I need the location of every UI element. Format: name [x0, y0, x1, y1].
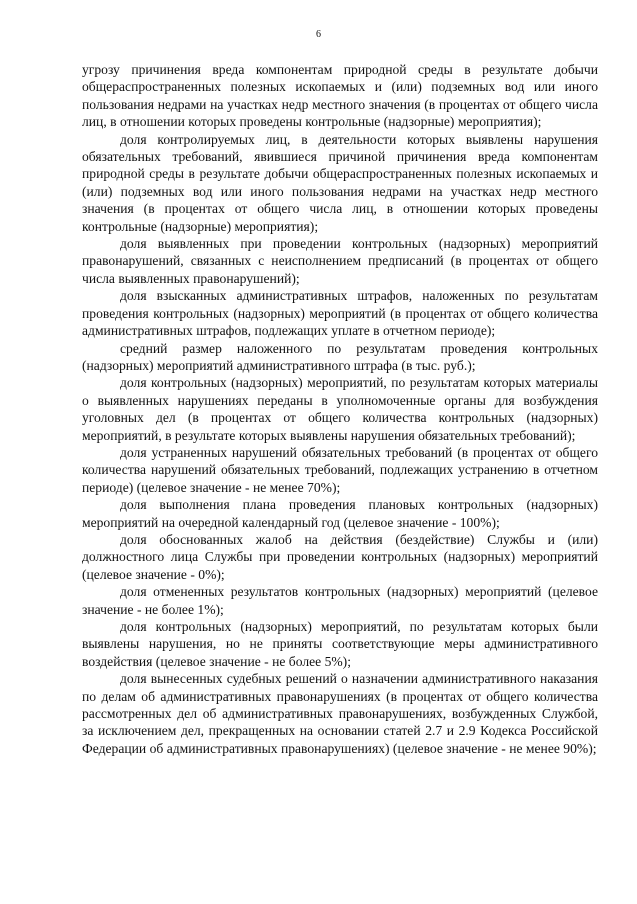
paragraph: доля вынесенных судебных решений о назначении административного наказания по делам об административных правонарушениях (в процентах от общего количества рассмотренных дел об административных правонарушениях, возбужденных Службой, за исключением дел, прекращенных на основании статей 2.7 и 2.9 Кодекса Российской Федерации об административных правонарушениях) (целевое значение - не менее 90%); [82, 671, 598, 756]
paragraph: доля контрольных (надзорных) мероприятий, по результатам которых были выявлены нарушения, но не приняты соответствующие меры административного воздействия (целевое значение - не более 5%); [82, 619, 598, 669]
paragraph: доля обоснованных жалоб на действия (бездействие) Службы и (или) должностного лица Службы при проведении контрольных (надзорных) мероприятий (целевое значение - 0%); [82, 531, 598, 582]
paragraph: средний размер наложенного по результатам проведения контрольных (надзорных) мероприятий административного штрафа (в тыс. руб.); [82, 340, 598, 373]
paragraph: доля контролируемых лиц, в деятельности которых выявлены нарушения обязательных требований, явившиеся причиной причинения вреда компонентам природной среды в результате добычи общераспространенных полезных ископаемых и (или) подземных вод или иного пользования недрами на участках недр местного значения (в процентах от общего числа лиц, в отношении которых проведены контрольные (надзорные) мероприятия); [82, 131, 598, 234]
paragraph-continuation: угрозу причинения вреда компонентам природной среды в результате добычи общераспространенных полезных ископаемых и (или) подземных вод или иного пользования недрами на участках недр местного значения (в процентах от общего числа лиц, в отношении которых проведены контрольные (надзорные) мероприятия); [82, 62, 598, 130]
paragraph: доля выявленных при проведении контрольных (надзорных) мероприятий правонарушений, связанных с неисполнением предписаний (в процентах от общего числа выявленных правонарушений); [82, 236, 598, 286]
paragraph: доля контрольных (надзорных) мероприятий, по результатам которых материалы о выявленных нарушениях переданы в уполномоченные органы для возбуждения уголовных дел (в процентах от общего количества контрольных (надзорных) мероприятий, в результате которых выявлены нарушения обязательных требований); [82, 375, 598, 443]
page-number: 6 [316, 29, 321, 40]
paragraph: доля выполнения плана проведения плановых контрольных (надзорных) мероприятий на очередной календарный год (целевое значение - 100%); [82, 497, 598, 530]
paragraph: доля устраненных нарушений обязательных требований (в процентах от общего количества нарушений обязательных требований, подлежащих устранению в отчетном периоде) (целевое значение - не менее 70%); [82, 444, 598, 495]
paragraph: доля взысканных административных штрафов, наложенных по результатам проведения контрольных (надзорных) мероприятий (в процентах от общего количества административных штрафов, подлежащих уплате в отчетном периоде); [82, 288, 598, 339]
document-body [82, 61, 598, 757]
paragraph: доля отмененных результатов контрольных (надзорных) мероприятий (целевое значение - не более 1%); [82, 584, 598, 617]
